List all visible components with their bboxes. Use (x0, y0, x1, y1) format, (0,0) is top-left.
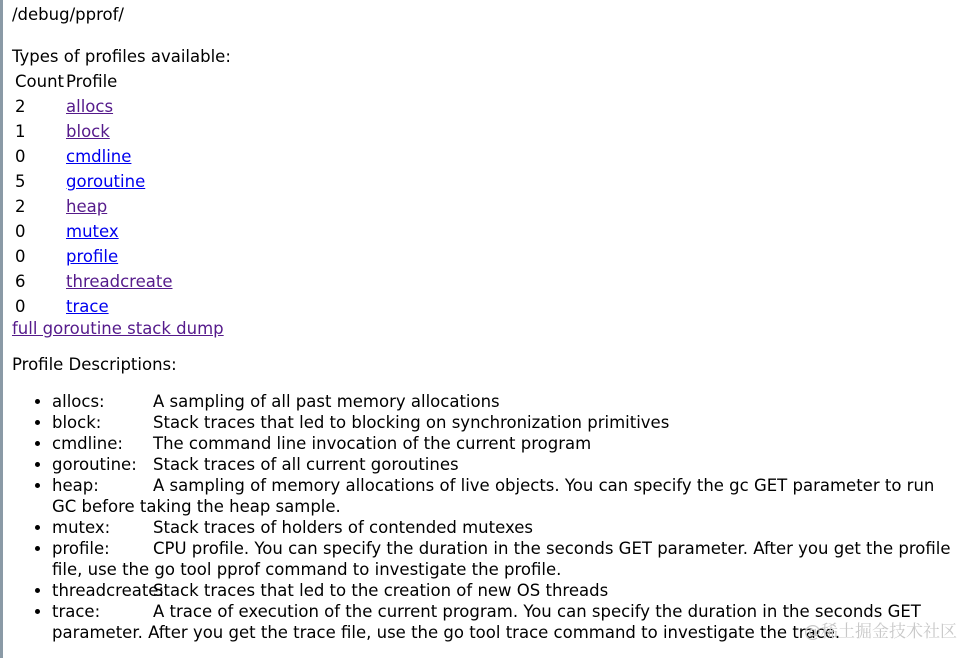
profile-cell (66, 244, 172, 269)
list-item (52, 433, 962, 454)
descriptions-heading: Profile Descriptions: (12, 355, 177, 374)
table-row (15, 219, 172, 244)
table-row (15, 119, 172, 144)
profile-count: 0 (15, 147, 26, 166)
profile-link-threadcreate[interactable]: threadcreate (66, 272, 173, 291)
list-item (52, 454, 962, 475)
profile-count: 2 (15, 197, 26, 216)
descriptions-list (12, 391, 962, 643)
description-name: goroutine: (52, 455, 137, 474)
list-item (52, 391, 962, 412)
profile-cell (66, 269, 172, 294)
profile-count: 5 (15, 172, 26, 191)
pprof-index-page (12, 5, 967, 643)
description-name: cmdline: (52, 434, 123, 453)
profile-column-header: Profile (66, 72, 118, 91)
description-text: Stack traces of all current goroutines (153, 455, 459, 474)
description-name: heap: (52, 476, 99, 495)
profile-count: 0 (15, 247, 26, 266)
description-name: block: (52, 413, 102, 432)
description-text: A sampling of memory allocations of live objects. You can specify the gc GET parameter to run GC before taking the heap sample. (52, 476, 935, 516)
profile-cell (66, 194, 172, 219)
profile-link-cmdline[interactable]: cmdline (66, 147, 132, 166)
profile-cell (66, 294, 172, 319)
description-name: profile: (52, 539, 110, 558)
table-row (15, 294, 172, 319)
watermark: @稀土掘金技术社区 (804, 622, 957, 642)
profile-count: 0 (15, 222, 26, 241)
list-item (52, 538, 962, 580)
description-name: trace: (52, 602, 101, 621)
profile-count: 0 (15, 297, 26, 316)
description-text: A trace of execution of the current program. You can specify the duration in the seconds GET parameter. After you get the trace file, use the go tool trace command to investigate the trace. (52, 602, 921, 642)
table-row (15, 244, 172, 269)
profile-count: 6 (15, 272, 26, 291)
description-text: Stack traces that led to the creation of new OS threads (153, 581, 609, 600)
full-goroutine-dump-link[interactable]: full goroutine stack dump (12, 319, 224, 338)
table-row (15, 269, 172, 294)
profile-link-goroutine[interactable]: goroutine (66, 172, 146, 191)
profile-link-mutex[interactable]: mutex (66, 222, 119, 241)
description-name: threadcreate: (52, 581, 165, 600)
page-path: /debug/pprof/ (12, 5, 124, 24)
description-name: allocs: (52, 392, 105, 411)
profiles-heading: Types of profiles available: (12, 47, 231, 66)
profile-cell (66, 119, 172, 144)
profile-link-allocs[interactable]: allocs (66, 97, 114, 116)
profile-count: 1 (15, 122, 26, 141)
profile-count: 2 (15, 97, 26, 116)
list-item (52, 412, 962, 433)
table-row (15, 144, 172, 169)
count-column-header: Count (15, 72, 65, 91)
description-text: A sampling of all past memory allocations (153, 392, 500, 411)
profile-cell (66, 169, 172, 194)
table-row (15, 94, 172, 119)
list-item (52, 475, 962, 517)
description-text: Stack traces that led to blocking on synchronization primitives (153, 413, 670, 432)
table-row (15, 194, 172, 219)
table-row (15, 169, 172, 194)
description-text: CPU profile. You can specify the duration in the seconds GET parameter. After you get the profile file, use the go tool pprof command to investigate the profile. (52, 539, 951, 579)
profile-link-heap[interactable]: heap (66, 197, 108, 216)
profiles-table-header-row (15, 69, 172, 94)
profiles-table (13, 69, 174, 319)
full-dump-line (12, 318, 967, 340)
description-text: Stack traces of holders of contended mutexes (153, 518, 533, 537)
profile-link-profile[interactable]: profile (66, 247, 119, 266)
profile-cell (66, 94, 172, 119)
profile-cell (66, 219, 172, 244)
description-name: mutex: (52, 518, 111, 537)
profile-link-trace[interactable]: trace (66, 297, 109, 316)
profile-link-block[interactable]: block (66, 122, 110, 141)
window-left-border (0, 0, 3, 658)
list-item (52, 517, 962, 538)
list-item (52, 580, 962, 601)
description-text: The command line invocation of the current program (153, 434, 592, 453)
profile-cell (66, 144, 172, 169)
